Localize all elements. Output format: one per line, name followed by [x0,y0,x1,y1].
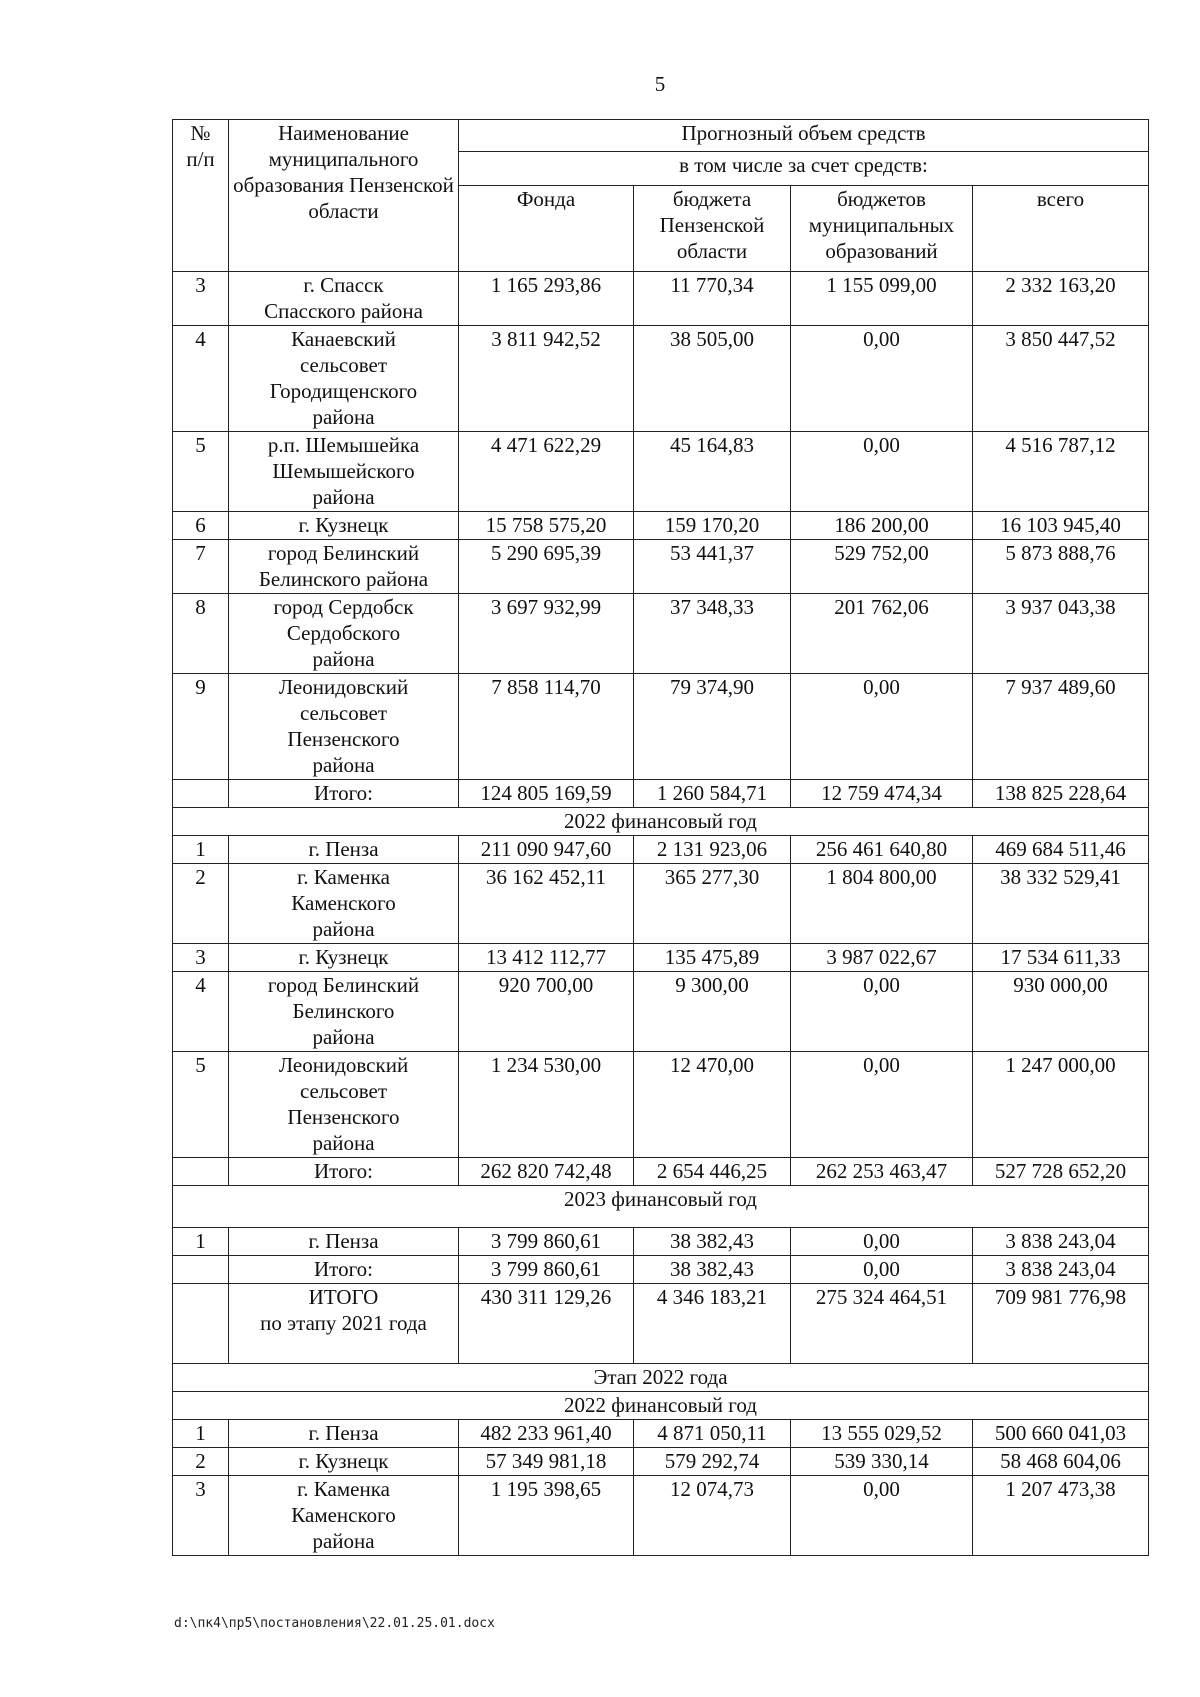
regional-budget-amount: 365 277,30 [634,864,791,944]
municipal-budget-amount: 12 759 474,34 [791,780,973,808]
row-number: 9 [173,674,229,780]
table-row [173,512,1149,540]
municipal-budget-amount: 529 752,00 [791,540,973,594]
municipality-name: г. Пенза [229,1228,459,1256]
table-row [173,780,1149,808]
municipal-budget-amount: 0,00 [791,1256,973,1284]
total-amount: 3 937 043,38 [973,594,1149,674]
fund-amount: 211 090 947,60 [459,836,634,864]
municipality-name: Итого: [229,780,459,808]
table-row [173,864,1149,944]
municipal-budget-amount: 0,00 [791,1052,973,1158]
fund-amount: 3 799 860,61 [459,1256,634,1284]
fund-amount: 3 811 942,52 [459,326,634,432]
fund-amount: 124 805 169,59 [459,780,634,808]
total-amount: 16 103 945,40 [973,512,1149,540]
fund-amount: 1 234 530,00 [459,1052,634,1158]
table-row [173,1476,1149,1556]
row-number: 2 [173,1448,229,1476]
header-num: № п/п [173,120,229,272]
total-amount: 1 207 473,38 [973,1476,1149,1556]
section-heading: 2023 финансовый год [173,1186,1149,1228]
total-amount: 17 534 611,33 [973,944,1149,972]
table-row [173,836,1149,864]
table-row [173,1228,1149,1256]
regional-budget-amount: 135 475,89 [634,944,791,972]
regional-budget-amount: 2 654 446,25 [634,1158,791,1186]
regional-budget-amount: 2 131 923,06 [634,836,791,864]
municipality-name: город Белинский Белинского района [229,540,459,594]
header-municipal: бюджетов муниципальных образований [791,186,973,272]
row-number [173,780,229,808]
regional-budget-amount: 1 260 584,71 [634,780,791,808]
total-amount: 3 838 243,04 [973,1256,1149,1284]
regional-budget-amount: 45 164,83 [634,432,791,512]
table-row [173,540,1149,594]
row-number: 1 [173,1228,229,1256]
regional-budget-amount: 37 348,33 [634,594,791,674]
regional-budget-amount: 159 170,20 [634,512,791,540]
fund-amount: 1 165 293,86 [459,272,634,326]
fund-amount: 3 799 860,61 [459,1228,634,1256]
fund-amount: 482 233 961,40 [459,1420,634,1448]
section-row [173,1392,1149,1420]
section-row [173,1186,1149,1228]
municipal-budget-amount: 1 804 800,00 [791,864,973,944]
regional-budget-amount: 4 346 183,21 [634,1284,791,1364]
municipal-budget-amount: 0,00 [791,1476,973,1556]
row-number: 5 [173,1052,229,1158]
funding-table [172,119,1149,1556]
municipality-name: город Сердобск Сердобского района [229,594,459,674]
municipality-name: г. Кузнецк [229,512,459,540]
table-row [173,326,1149,432]
fund-amount: 36 162 452,11 [459,864,634,944]
regional-budget-amount: 11 770,34 [634,272,791,326]
header-fund: Фонда [459,186,634,272]
regional-budget-amount: 9 300,00 [634,972,791,1052]
total-amount: 469 684 511,46 [973,836,1149,864]
municipal-budget-amount: 539 330,14 [791,1448,973,1476]
header-regional: бюджета Пензенской области [634,186,791,272]
table-row [173,594,1149,674]
regional-budget-amount: 4 871 050,11 [634,1420,791,1448]
municipality-name: г. Кузнецк [229,944,459,972]
section-row [173,808,1149,836]
municipal-budget-amount: 256 461 640,80 [791,836,973,864]
total-amount: 5 873 888,76 [973,540,1149,594]
row-number: 6 [173,512,229,540]
row-number [173,1284,229,1364]
municipal-budget-amount: 3 987 022,67 [791,944,973,972]
municipality-name: г. Каменка Каменского района [229,1476,459,1556]
table-row [173,1284,1149,1364]
municipal-budget-amount: 13 555 029,52 [791,1420,973,1448]
fund-amount: 15 758 575,20 [459,512,634,540]
total-amount: 7 937 489,60 [973,674,1149,780]
section-heading: 2022 финансовый год [173,1392,1149,1420]
fund-amount: 7 858 114,70 [459,674,634,780]
municipal-budget-amount: 0,00 [791,674,973,780]
section-row [173,1364,1149,1392]
row-number: 3 [173,944,229,972]
total-amount: 4 516 787,12 [973,432,1149,512]
municipal-budget-amount: 201 762,06 [791,594,973,674]
row-number: 3 [173,1476,229,1556]
fund-amount: 262 820 742,48 [459,1158,634,1186]
municipality-name: ИТОГО по этапу 2021 года [229,1284,459,1364]
fund-amount: 430 311 129,26 [459,1284,634,1364]
fund-amount: 5 290 695,39 [459,540,634,594]
page-number: 5 [654,72,666,96]
municipality-name: Канаевский сельсовет Городищенского района [229,326,459,432]
total-amount: 3 850 447,52 [973,326,1149,432]
regional-budget-amount: 12 470,00 [634,1052,791,1158]
table-row [173,674,1149,780]
total-amount: 709 981 776,98 [973,1284,1149,1364]
municipality-name: Итого: [229,1256,459,1284]
municipal-budget-amount: 186 200,00 [791,512,973,540]
municipality-name: Леонидовский сельсовет Пензенского района [229,674,459,780]
section-heading: 2022 финансовый год [173,808,1149,836]
municipality-name: Итого: [229,1158,459,1186]
header-including: в том числе за счет средств: [459,152,1149,186]
row-number [173,1256,229,1284]
table-row [173,1420,1149,1448]
total-amount: 3 838 243,04 [973,1228,1149,1256]
fund-amount: 1 195 398,65 [459,1476,634,1556]
municipality-name: г. Кузнецк [229,1448,459,1476]
table-row [173,1158,1149,1186]
regional-budget-amount: 38 382,43 [634,1228,791,1256]
file-path-footer: d:\пк4\пр5\постановления\22.01.25.01.docx [174,1616,495,1631]
table-row [173,272,1149,326]
table-row [173,1052,1149,1158]
municipal-budget-amount: 0,00 [791,972,973,1052]
municipal-budget-amount: 0,00 [791,1228,973,1256]
regional-budget-amount: 579 292,74 [634,1448,791,1476]
section-heading: Этап 2022 года [173,1364,1149,1392]
row-number: 4 [173,972,229,1052]
fund-amount: 920 700,00 [459,972,634,1052]
row-number: 7 [173,540,229,594]
row-number: 8 [173,594,229,674]
total-amount: 527 728 652,20 [973,1158,1149,1186]
row-number: 5 [173,432,229,512]
total-amount: 58 468 604,06 [973,1448,1149,1476]
row-number: 4 [173,326,229,432]
table-row [173,1448,1149,1476]
row-number: 2 [173,864,229,944]
total-amount: 2 332 163,20 [973,272,1149,326]
municipality-name: город Белинский Белинского района [229,972,459,1052]
header-name: Наименование муниципального образования Пензенской области [229,120,459,272]
municipal-budget-amount: 275 324 464,51 [791,1284,973,1364]
row-number: 1 [173,836,229,864]
municipal-budget-amount: 1 155 099,00 [791,272,973,326]
municipal-budget-amount: 0,00 [791,432,973,512]
header-total: всего [973,186,1149,272]
municipality-name: г. Каменка Каменского района [229,864,459,944]
table-row [173,972,1149,1052]
municipality-name: г. Пенза [229,836,459,864]
regional-budget-amount: 79 374,90 [634,674,791,780]
fund-amount: 57 349 981,18 [459,1448,634,1476]
total-amount: 1 247 000,00 [973,1052,1149,1158]
regional-budget-amount: 53 441,37 [634,540,791,594]
municipality-name: г. Пенза [229,1420,459,1448]
municipal-budget-amount: 262 253 463,47 [791,1158,973,1186]
fund-amount: 13 412 112,77 [459,944,634,972]
header-forecast: Прогнозный объем средств [459,120,1149,152]
total-amount: 138 825 228,64 [973,780,1149,808]
table-row [173,432,1149,512]
table-row [173,944,1149,972]
total-amount: 930 000,00 [973,972,1149,1052]
municipality-name: г. Спасск Спасского района [229,272,459,326]
row-number [173,1158,229,1186]
table-body [173,272,1149,1556]
table-row [173,1256,1149,1284]
total-amount: 500 660 041,03 [973,1420,1149,1448]
municipality-name: Леонидовский сельсовет Пензенского района [229,1052,459,1158]
fund-amount: 3 697 932,99 [459,594,634,674]
municipal-budget-amount: 0,00 [791,326,973,432]
regional-budget-amount: 38 382,43 [634,1256,791,1284]
fund-amount: 4 471 622,29 [459,432,634,512]
row-number: 3 [173,272,229,326]
total-amount: 38 332 529,41 [973,864,1149,944]
regional-budget-amount: 38 505,00 [634,326,791,432]
regional-budget-amount: 12 074,73 [634,1476,791,1556]
municipality-name: р.п. Шемышейка Шемышейского района [229,432,459,512]
row-number: 1 [173,1420,229,1448]
